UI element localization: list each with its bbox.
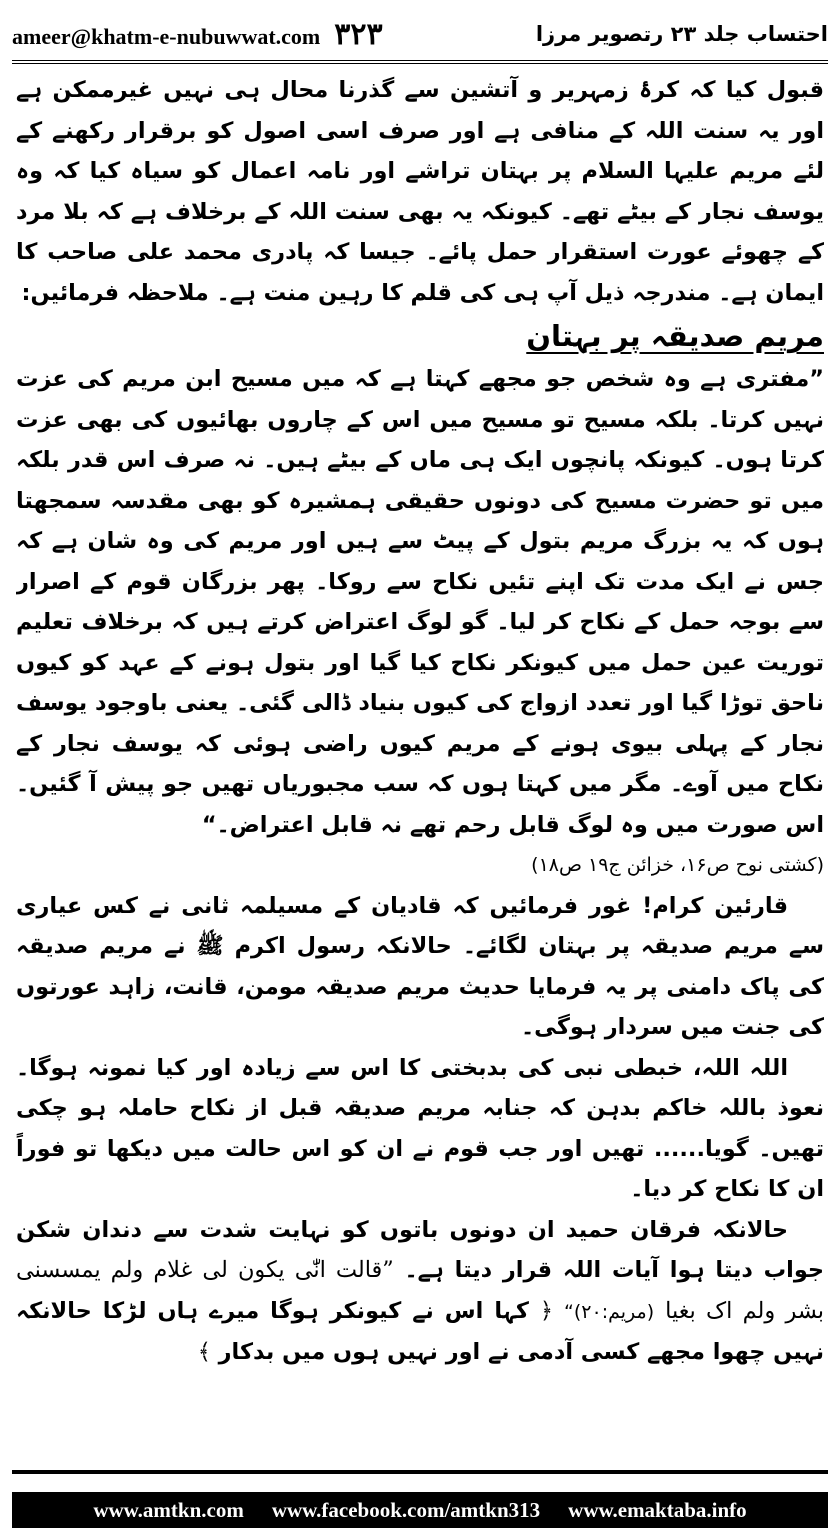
- footer-link-facebook[interactable]: www.facebook.com/amtkn313: [271, 1497, 541, 1522]
- citation: (کشتی نوح ص۱۶، خزائن ج۱۹ ص۱۸): [531, 854, 824, 876]
- section-heading: مریم صدیقہ پر بہتان: [526, 319, 824, 353]
- paragraph-allah: اللہ اللہ، خبطی نبی کی بدبختی کا اس سے زیادہ اور کیا نمونہ ہوگا۔ نعوذ باللہ خاکم بدہن کہ جنابہ مریم صدیقہ قبل از نکاح حاملہ ہو چکی تھیں۔ گویا...... تھیں اور جب قوم نے ان کو اس حالت میں دیکھا تو فوراً ان کا نکاح کر دیا۔: [16, 1054, 824, 1202]
- paragraph-readers: قارئین کرام! غور فرمائیں کہ قادیان کے مسیلمہ ثانی نے کس عیاری سے مریم صدیقہ پر بہتان لگائے۔ حالانکہ رسول اکرم ﷺ نے مریم صدیقہ کی پاک دامنی پر یہ فرمایا حدیث مریم صدیقہ مومن، قانت، زاہد عورتوں کی جنت میں سردار ہوگی۔: [16, 892, 824, 1040]
- page-footer: [12, 1492, 828, 1528]
- footer-link-emaktaba[interactable]: www.emaktaba.info: [568, 1497, 747, 1522]
- header-title: احتساب جلد ۲۳ رتصویر مرزا: [535, 22, 828, 46]
- ornament-open-icon: ﴿: [539, 1297, 554, 1324]
- page-header: [12, 14, 828, 54]
- furqan-text: حالانکہ فرقان حمید ان دونوں باتوں کو نہایت شدت سے دندان شکن جواب دیتا ہوا آیات اللہ قرار دیتا ہے۔: [16, 1216, 824, 1283]
- ornament-close-icon: ﴾: [197, 1339, 211, 1365]
- footer-link-amtkn[interactable]: www.amtkn.com: [93, 1497, 244, 1522]
- ayah-reference: (مریم:۲۰)“: [564, 1300, 655, 1323]
- page-number: ۳۲۳: [334, 16, 383, 52]
- paragraph-furqan: [16, 1210, 824, 1373]
- header-email: ameer@khatm-e-nubuwwat.com: [12, 23, 321, 49]
- quoted-passage: ”مفتری ہے وہ شخص جو مجھے کہتا ہے کہ میں مسیح ابن مریم کی عزت نہیں کرتا۔ بلکہ مسیح تو مسیح میں اس کے چاروں بھائیوں کی بھی عزت کرتا ہوں۔ کیونکہ پانچوں ایک ہی ماں کے بیٹے ہیں۔ نہ صرف اس قدر بلکہ میں تو حضرت مسیح کی دونوں حقیقی ہمشیرہ کو بھی مقدسہ سمجھتا ہوں کہ یہ بزرگ مریم بتول کے پیٹ سے ہیں اور مریم کی وہ شان ہے کہ جس نے ایک مدت تک اپنے تئیں نکاح سے روکا۔ پھر بزرگان قوم کے اصرار سے بوجہ حمل کے نکاح کر لیا۔ گو لوگ اعتراض کرتے ہیں کہ برخلاف تعلیم توریت عین حمل میں کیونکر نکاح کیا گیا اور بتول ہونے کے عہد کو کیوں ناحق توڑا گیا اور تعدد ازواج کی کیوں بنیاد ڈالی گئی۔ یعنی باوجود یوسف نجار کے پہلی بیوی ہونے کے مریم کیوں راضی ہوئی کہ یوسف نجار کے نکاح میں آوے۔ مگر میں کہتا ہوں کہ سب مجبوریاں تھیں جو پیش آ گئیں۔ اس صورت میں وہ لوگ قابل رحم تھے نہ قابل اعتراض۔“: [16, 366, 824, 838]
- ayah-translation: کہا اس نے کیونکر ہوگا میرے ہاں لڑکا حالانکہ نہیں چھوا مجھے کسی آدمی نے اور نہیں ہوں میں بدکار: [16, 1297, 824, 1365]
- paragraph-intro: قبول کیا کہ کرۂ زمہریر و آتشین سے گذرنا محال ہی نہیں غیرممکن ہے اور یہ سنت اللہ کے منافی ہے اور صرف اسی اصول کو برقرار رکھنے کے لئے مریم علیہا السلام پر بہتان تراشے اور نامہ اعمال کو سیاہ کیا کہ وہ یوسف نجار کے بیٹے تھے۔ کیونکہ یہ بھی سنت اللہ کے برخلاف ہے کہ بلا مرد کے چھوئے عورت استقرار حمل پائے۔ جیسا کہ پادری محمد علی صاحب کا ایمان ہے۔ مندرجہ ذیل آپ ہی کی قلم کا رہین منت ہے۔ ملاحظہ فرمائیں:: [16, 77, 824, 306]
- header-rule: [12, 60, 828, 66]
- page-body: [16, 70, 824, 1458]
- footer-rule: [12, 1470, 828, 1474]
- quran-ayah: ”قالت انّٰی یکون لی غلام ولم یمسسنی بشر ولم اک بغیا: [16, 1257, 824, 1324]
- header-left: [12, 17, 383, 52]
